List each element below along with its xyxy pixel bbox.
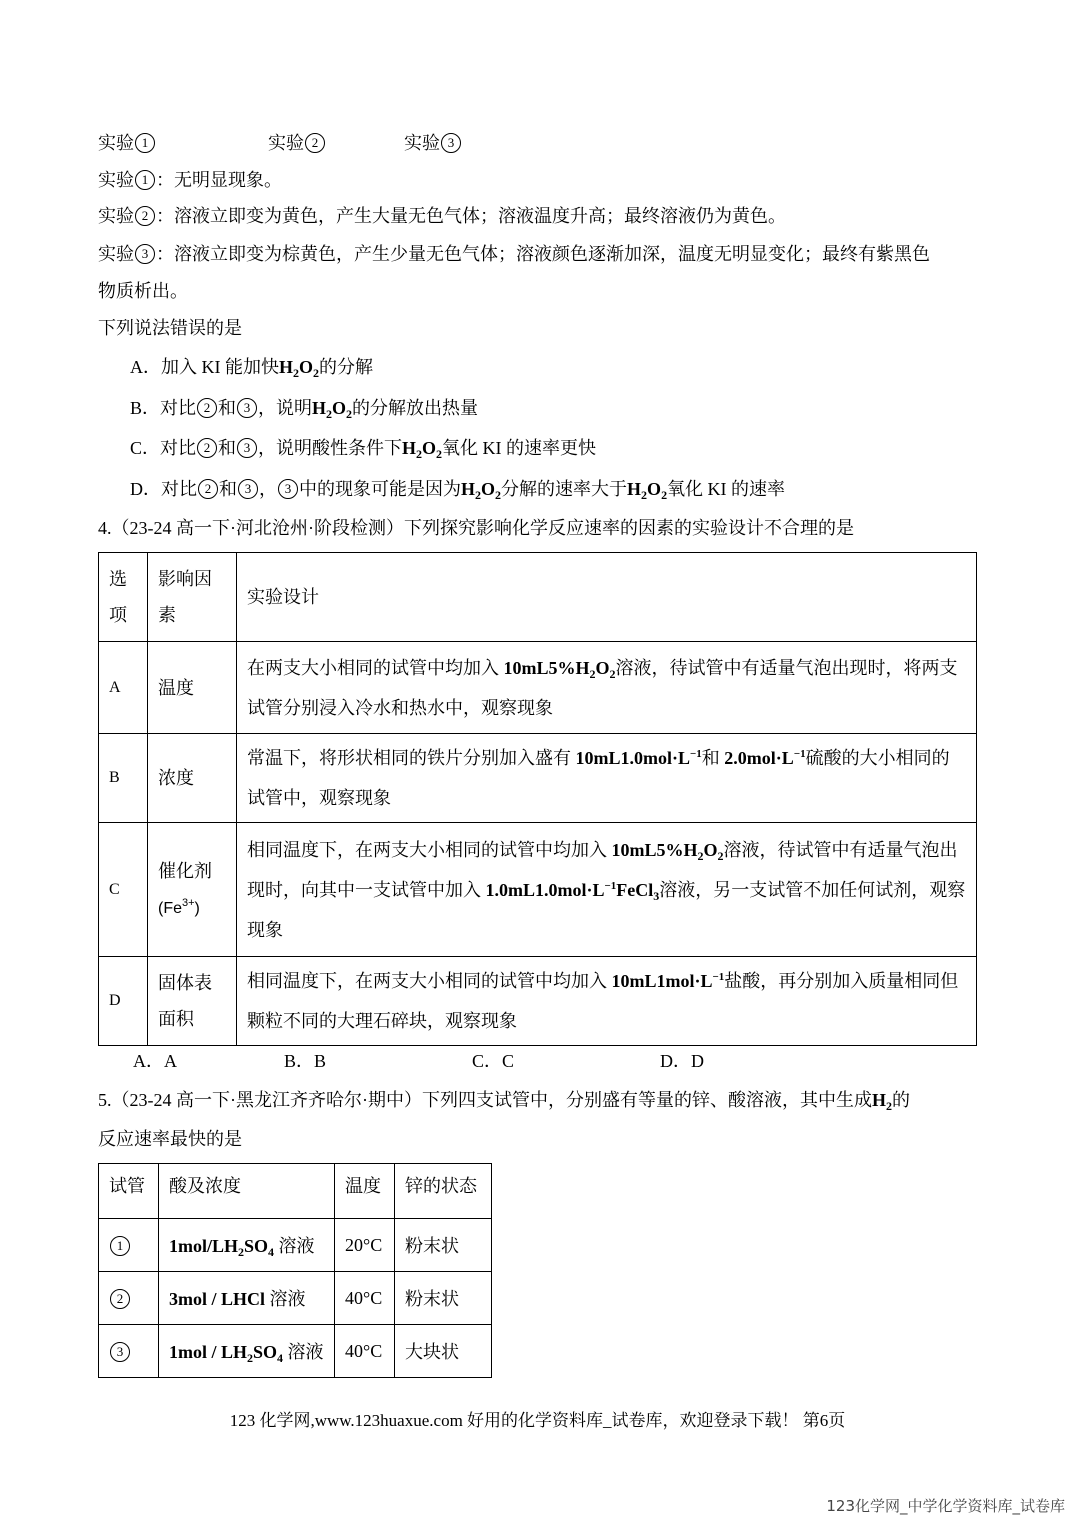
observation-3b: 物质析出。 — [98, 281, 188, 301]
table-row — [99, 957, 977, 1046]
q4-row-option: A — [99, 642, 148, 734]
q3-option-c: C．对比 2 和 3 ，说明酸性条件下$H_2O_2$氧化 KI 的速率更快 — [130, 438, 597, 461]
q3-option-d: D．对比 2 和 3 ， 3 中的现象可能是因为$H_2O_2$分解的速率大于$H_2O_2$氧化 KI 的速率 — [130, 479, 786, 502]
q3-option-a: A．加入 KI 能加快$H_2O_2$的分解 — [130, 357, 374, 380]
q5-stem-line2: 反应速率最快的是 — [98, 1129, 242, 1149]
q5-header-temp: 温度 — [335, 1164, 395, 1219]
q4-row-option: C — [99, 823, 148, 957]
q4-row-option: D — [99, 957, 148, 1046]
q4-row-design: 常温下，将形状相同的铁片分别加入盛有 $10mL1.0mol\cdot L^{-1}$和 $2.0mol\cdot L^{-1}$硫酸的大小相同的试管中，观察现象 — [237, 734, 977, 823]
q4-row-design: 相同温度下，在两支大小相同的试管中均加入 $10mL1mol\cdot L^{-1}$盐酸，再分别加入质量相同但颗粒不同的大理石碎块，观察现象 — [237, 957, 977, 1046]
q5-header-acid: 酸及浓度 — [159, 1164, 335, 1219]
q5-stem-line1: 5.（23-24 高一下·黑龙江齐齐哈尔·期中）下列四支试管中，分别盛有等量的锌、酸溶液，其中生成$H_2$的 — [98, 1090, 910, 1113]
q5-temp: 40°C — [335, 1325, 395, 1378]
q4-header-design: 实验设计 — [237, 553, 977, 642]
q5-table — [98, 1163, 492, 1378]
q4-stem: 4.（23-24 高一下·河北沧州·阶段检测）下列探究影响化学反应速率的因素的实验设计不合理的是 — [98, 518, 854, 538]
q5-temp: 40°C — [335, 1272, 395, 1325]
q4-row-factor: 温度 — [148, 642, 237, 734]
exp-label-3: 实验 3 — [404, 131, 462, 155]
q5-tube: 3 — [99, 1325, 159, 1378]
q4-answer-a: A．A — [133, 1051, 177, 1071]
q4-table — [98, 552, 977, 1046]
table-row — [99, 642, 977, 734]
q4-answer-d: D．D — [660, 1051, 704, 1071]
q5-header-tube: 试管 — [99, 1164, 159, 1219]
q5-acid: $1mol/LH_2SO_4$ 溶液 — [159, 1219, 335, 1272]
observation-1: 实验 1 ：无明显现象。 — [98, 170, 282, 190]
q4-row-option: B — [99, 734, 148, 823]
exp-label-1: 实验 1 — [98, 131, 156, 155]
q5-acid: $1mol / LH_2SO_4$ 溶液 — [159, 1325, 335, 1378]
q5-state: 粉末状 — [395, 1272, 492, 1325]
q5-state: 大块状 — [395, 1325, 492, 1378]
q5-tube: 2 — [99, 1272, 159, 1325]
q4-header-factor: 影响因 素 — [148, 553, 237, 642]
q5-acid: 3mol / LHCl 溶液 — [159, 1272, 335, 1325]
q5-temp: 20°C — [335, 1219, 395, 1272]
q4-row-factor: 固体表 面积 — [148, 957, 237, 1046]
q4-row-factor: 催化剂 $(Fe^{3+})$ — [148, 823, 237, 957]
q5-state: 粉末状 — [395, 1219, 492, 1272]
q4-header-option: 选 项 — [99, 553, 148, 642]
observation-3a: 实验 3 ：溶液立即变为棕黄色，产生少量无色气体；溶液颜色逐渐加深，温度无明显变化；最终有紫黑色 — [98, 244, 930, 264]
q4-row-design: 在两支大小相同的试管中均加入 $10mL5\%H_2O_2$溶液，待试管中有适量气泡出现时，将两支试管分别浸入冷水和热水中，观察现象 — [237, 642, 977, 734]
q3-stem: 下列说法错误的是 — [98, 318, 242, 338]
q4-answer-b: B．B — [284, 1051, 327, 1071]
table-row — [99, 823, 977, 957]
table-row — [99, 1272, 492, 1325]
q3-option-b: B．对比 2 和 3 ，说明$H_2O_2$的分解放出热量 — [130, 398, 479, 421]
table-row — [99, 1164, 492, 1219]
table-row — [99, 1325, 492, 1378]
page-footer: 123 化学网,www.123huaxue.com 好用的化学资料库_试卷库，欢迎登录下载！ 第6页 — [229, 1411, 846, 1430]
table-row — [99, 553, 977, 642]
exp-label-2: 实验 2 — [268, 131, 326, 155]
q5-header-state: 锌的状态 — [395, 1164, 492, 1219]
table-row — [99, 1219, 492, 1272]
q5-tube: 1 — [99, 1219, 159, 1272]
observation-2: 实验 2 ：溶液立即变为黄色，产生大量无色气体；溶液温度升高；最终溶液仍为黄色。 — [98, 206, 786, 226]
table-row — [99, 734, 977, 823]
q4-row-design: 相同温度下，在两支大小相同的试管中均加入 $10mL5\%H_2O_2$溶液，待试管中有适量气泡出现时，向其中一支试管中加入 $1.0mL1.0mol\cdot L^{-1}FeCl_3$溶液，另一支试管不加任何试剂，观察现象 — [237, 823, 977, 957]
q4-answer-c: C．C — [472, 1051, 515, 1071]
watermark-text: 123化学网_中学化学资料库_试卷库 — [826, 1497, 1065, 1515]
q4-row-factor: 浓度 — [148, 734, 237, 823]
